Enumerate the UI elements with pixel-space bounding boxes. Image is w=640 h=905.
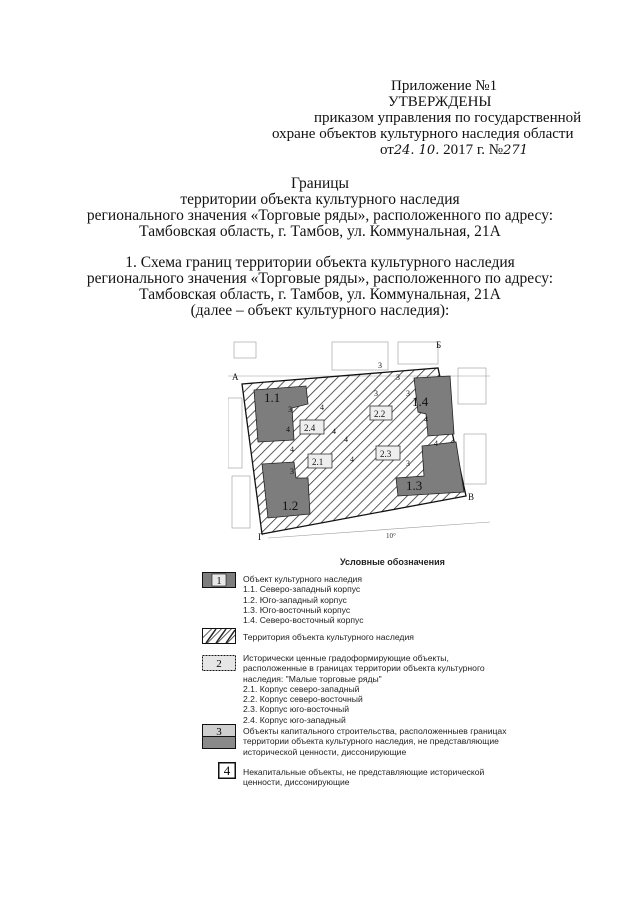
object-label-4: 4 <box>344 435 348 444</box>
legend-text: 1.4. Северо-восточный корпус <box>243 615 364 626</box>
object-label-3: 3 <box>290 467 294 476</box>
legend-text: Территория объекта культурного наследия <box>243 632 414 642</box>
section-line-3: Тамбовская область, г. Тамбов, ул. Коммунальная, 21А <box>139 286 501 303</box>
handwritten-number: 271 <box>503 143 528 158</box>
legend-text: 2.1. Корпус северо-западный <box>243 683 360 694</box>
object-label-3: 3 <box>374 389 378 398</box>
building-label-1-2: 1.2 <box>282 498 299 513</box>
legend-text: 1.3. Юго-восточный корпус <box>243 604 351 615</box>
legend-text: территории объекта культурного наследия, не представляющие <box>243 736 499 747</box>
title-line-3: регионального значения «Торговые ряды», расположенного по адресу: <box>86 207 554 224</box>
object-label-4: 4 <box>320 403 324 412</box>
object-label-3: 3 <box>288 405 292 414</box>
building-label-1-1: 1.1 <box>264 390 281 405</box>
legend-symbol-1: 1 <box>216 576 222 587</box>
appendix-number: Приложение №1 <box>391 78 498 94</box>
legend-symbol-2: 2 <box>216 658 222 670</box>
title-line-2: территории объекта культурного наследия <box>180 191 460 208</box>
legend-symbol-3: 3 <box>216 726 222 738</box>
corner-label-g: Г <box>258 532 264 542</box>
section-line-2: регионального значения «Торговые ряды», расположенного по адресу: <box>86 270 554 287</box>
object-label-3: 3 <box>406 389 410 398</box>
legend-item-pavilions <box>243 653 485 725</box>
legend-swatch-territory <box>202 628 236 644</box>
legend-text: ценности, диссонирующие <box>243 777 350 788</box>
object-label-4: 4 <box>424 415 428 424</box>
pavilion-label-2-3: 2.3 <box>380 449 392 459</box>
title-line-4: Тамбовская область, г. Тамбов, ул. Коммунальная, 21А <box>139 223 501 240</box>
legend-item-territory <box>243 632 414 642</box>
handwritten-date: 24. 10. <box>393 143 440 158</box>
legend-text: 1.2. Юго-западный корпус <box>243 594 347 605</box>
legend-text: 2.3. Корпус юго-восточный <box>243 704 350 715</box>
corner-label-b: Б <box>436 340 442 350</box>
legend-swatch-capital-objects <box>202 724 236 750</box>
legend-text: 2.2. Корпус северо-восточный <box>243 694 363 705</box>
pavilion-label-2-2: 2.2 <box>374 409 386 419</box>
corner-label-a: А <box>232 372 239 382</box>
corner-label-v: В <box>468 492 475 502</box>
boundary-scheme-map <box>228 338 490 546</box>
object-label-4: 4 <box>286 425 290 434</box>
section-line-4: (далее – объект культурного наследия): <box>190 302 450 319</box>
approved-stamp: УТВЕРЖДЕНЫ <box>388 94 492 110</box>
legend-text: Некапитальные объекты, не представляющие исторической <box>243 767 485 777</box>
legend-text: 2.4. Корпус юго-западный <box>243 714 346 725</box>
legend-swatch-heritage <box>202 572 236 588</box>
building-label-1-3: 1.3 <box>406 478 423 493</box>
legend-item-noncapital-objects <box>243 767 484 788</box>
legend-text: исторической ценности, диссонирующие <box>243 746 407 757</box>
legend-text: Объекты капитального строительства, расположенныев границах <box>243 726 507 736</box>
legend-text: Объект культурного наследия <box>243 574 362 584</box>
object-label-3: 3 <box>378 361 382 370</box>
order-line-1: приказом управления по государственной <box>314 110 582 126</box>
legend-swatch-noncapital-objects <box>218 762 236 779</box>
building-label-1-4: 1.4 <box>412 394 429 409</box>
pavilion-label-2-4: 2.4 <box>304 423 316 433</box>
section-line-1: 1. Схема границ территории объекта культурного наследия <box>125 254 515 271</box>
scale-label: 10° <box>386 532 396 540</box>
date-prefix: от <box>380 142 394 158</box>
object-label-4: 4 <box>350 455 354 464</box>
legend-text: расположенные в границах территории объекта культурного <box>243 663 485 674</box>
date-middle: 2017 г. № <box>439 142 504 158</box>
legend-symbol-4: 4 <box>223 763 231 778</box>
legend-text: Исторически ценные градоформирующие объекты, <box>243 653 449 663</box>
order-line-2: охране объектов культурного наследия области <box>272 126 574 142</box>
object-label-3: 3 <box>406 459 410 468</box>
legend-item-capital-objects <box>243 726 507 757</box>
title-line-1: Границы <box>291 175 349 192</box>
order-date-line <box>380 142 528 159</box>
legend-item-heritage <box>243 574 364 625</box>
legend-text: наследия: "Малые торговые ряды" <box>243 673 382 684</box>
object-label-3: 3 <box>396 373 400 382</box>
legend-swatch-pavilions <box>202 655 236 671</box>
object-label-4: 4 <box>434 439 438 448</box>
object-label-4: 4 <box>332 427 336 436</box>
legend-title: Условные обозначения <box>340 557 445 567</box>
object-label-4: 4 <box>290 445 294 454</box>
legend-text: 1.1. Северо-западный корпус <box>243 584 361 595</box>
pavilion-label-2-1: 2.1 <box>312 457 324 467</box>
